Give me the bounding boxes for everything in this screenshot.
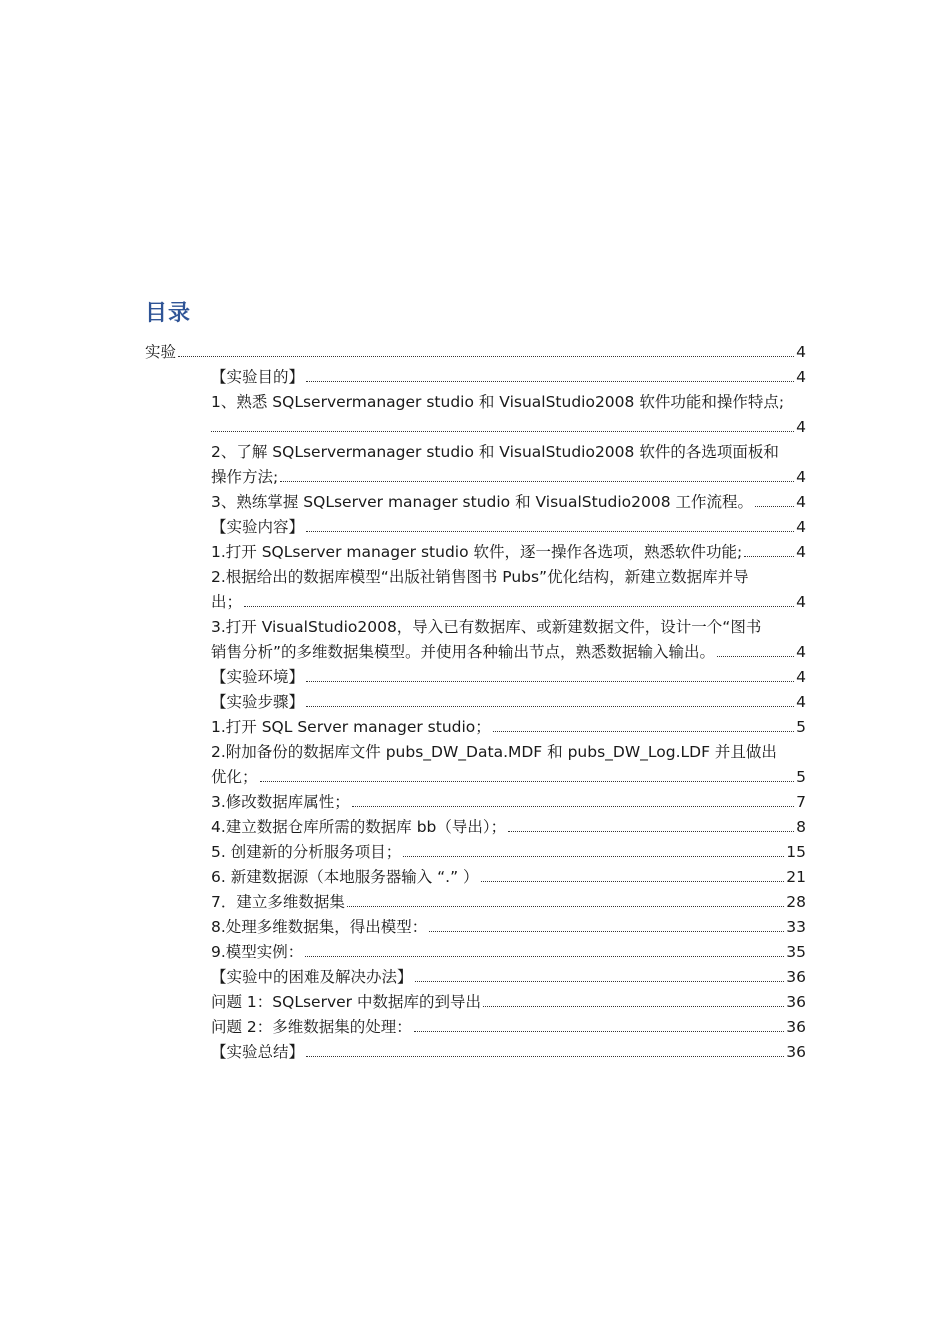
toc-entry-text: 【实验环境】 xyxy=(211,668,305,686)
toc-leader-dots xyxy=(306,531,794,532)
toc-entry-text: 1、熟悉 SQLservermanager studio 和 VisualStudio2008 软件功能和操作特点; xyxy=(211,393,785,411)
toc-page-number: 21 xyxy=(786,868,806,886)
toc-entry[interactable] xyxy=(211,965,806,990)
toc-entry-continuation: 优化； xyxy=(211,768,258,786)
toc-page-number: 35 xyxy=(786,943,806,961)
toc-entry-text: 7．建立多维数据集 xyxy=(211,893,345,911)
toc-entry-text: 2.根据给出的数据库模型“出版社销售图书 Pubs”优化结构，新建立数据库并导 xyxy=(211,568,749,586)
toc-entry-text: 【实验中的困难及解决办法】 xyxy=(211,968,413,986)
toc-entry[interactable] xyxy=(211,365,806,390)
toc-leader-dots xyxy=(306,1056,784,1057)
toc-entry[interactable] xyxy=(211,690,806,715)
toc-page-number: 33 xyxy=(786,918,806,936)
toc-leader-dots xyxy=(414,1031,784,1032)
toc-leader-dots xyxy=(415,981,785,982)
toc-entry-text: 3.修改数据库属性； xyxy=(211,793,350,811)
toc-entry[interactable] xyxy=(211,540,806,565)
toc-entry[interactable] xyxy=(211,1040,806,1065)
toc-page-number: 7 xyxy=(796,793,806,811)
toc-entry[interactable] xyxy=(211,815,806,840)
toc-leader-dots xyxy=(211,431,794,432)
toc-page-number: 4 xyxy=(796,643,806,661)
toc-entry-text: 实验 xyxy=(145,343,177,361)
toc-page-number: 4 xyxy=(796,668,806,686)
toc-entry-text: 【实验步骤】 xyxy=(211,693,305,711)
toc-leader-dots xyxy=(306,681,794,682)
toc-entry[interactable] xyxy=(211,565,806,615)
toc-page-number: 8 xyxy=(796,818,806,836)
toc-page-number: 4 xyxy=(796,593,806,611)
toc-leader-dots xyxy=(244,606,794,607)
toc-page-number: 4 xyxy=(796,693,806,711)
toc-entry[interactable] xyxy=(211,615,806,665)
toc-title: 目录 xyxy=(145,301,192,326)
toc-entry-text: 1.打开 SQLserver manager studio 软件，逐一操作各选项，熟悉软件功能; xyxy=(211,543,743,561)
toc-page-number: 15 xyxy=(786,843,806,861)
toc-leader-dots xyxy=(429,931,784,932)
toc-entry[interactable] xyxy=(211,790,806,815)
toc-page-number: 28 xyxy=(786,893,806,911)
toc-page-number: 36 xyxy=(786,1043,806,1061)
toc-entry[interactable] xyxy=(211,490,806,515)
toc-entry-text: 2.附加备份的数据库文件 pubs_DW_Data.MDF 和 pubs_DW_Log.LDF 并且做出 xyxy=(211,743,777,761)
toc-leader-dots xyxy=(260,781,795,782)
toc-page-number: 4 xyxy=(796,343,806,361)
toc-leader-dots xyxy=(306,706,794,707)
toc-page-number: 36 xyxy=(786,993,806,1011)
toc-entry[interactable] xyxy=(145,340,806,365)
toc-page-number: 5 xyxy=(796,718,806,736)
toc-entry[interactable] xyxy=(211,740,806,790)
toc-leader-dots xyxy=(403,856,784,857)
toc-page-number: 36 xyxy=(786,968,806,986)
toc-entry-text: 问题 1：SQLserver 中数据库的到导出 xyxy=(211,993,481,1011)
toc-page-number: 4 xyxy=(796,493,806,511)
toc-entry-text: 1.打开 SQL Server manager studio； xyxy=(211,718,491,736)
toc-page-number: 5 xyxy=(796,768,806,786)
toc-page-number: 4 xyxy=(796,418,806,436)
toc-entry-text: 3.打开 VisualStudio2008，导入已有数据库、或新建数据文件，设计一个“图书 xyxy=(211,618,762,636)
toc-entry-continuation: 销售分析”的多维数据集模型。并使用各种输出节点，熟悉数据输入输出。 xyxy=(211,643,716,661)
toc-leader-dots xyxy=(178,356,794,357)
toc-leader-dots xyxy=(493,731,794,732)
toc-entry[interactable] xyxy=(211,1015,806,1040)
toc-entry-text: 2、了解 SQLservermanager studio 和 VisualStudio2008 软件的各选项面板和 xyxy=(211,443,779,461)
toc-entry-text: 9.模型实例： xyxy=(211,943,304,961)
toc-leader-dots xyxy=(352,806,794,807)
toc-leader-dots xyxy=(508,831,794,832)
toc-leader-dots xyxy=(481,881,785,882)
toc-entry[interactable] xyxy=(211,840,806,865)
toc-page-number: 36 xyxy=(786,1018,806,1036)
toc-entry[interactable] xyxy=(211,715,806,740)
toc-entry-text: 【实验总结】 xyxy=(211,1043,305,1061)
toc-leader-dots xyxy=(755,506,794,507)
toc-entry-text: 4.建立数据仓库所需的数据库 bb（导出）； xyxy=(211,818,507,836)
toc-entry-text: 【实验内容】 xyxy=(211,518,305,536)
toc-leader-dots xyxy=(744,556,794,557)
toc-leader-dots xyxy=(280,481,794,482)
toc-entry[interactable] xyxy=(211,440,806,490)
toc-entry-text: 6. 新建数据源（本地服务器输入 “.” ） xyxy=(211,868,479,886)
toc-leader-dots xyxy=(347,906,784,907)
toc-entry[interactable] xyxy=(211,390,806,440)
toc-page-number: 4 xyxy=(796,543,806,561)
toc-page-number: 4 xyxy=(796,518,806,536)
toc-entry-text: 8.处理多维数据集，得出模型： xyxy=(211,918,428,936)
toc-leader-dots xyxy=(305,956,784,957)
toc-entry-continuation: 操作方法; xyxy=(211,468,279,486)
toc-entry[interactable] xyxy=(211,915,806,940)
toc-entry-text: 【实验目的】 xyxy=(211,368,305,386)
toc-entry[interactable] xyxy=(211,940,806,965)
toc-page-number: 4 xyxy=(796,468,806,486)
toc-entry[interactable] xyxy=(211,990,806,1015)
toc-entry-text: 问题 2：多维数据集的处理： xyxy=(211,1018,412,1036)
toc-leader-dots xyxy=(717,656,794,657)
toc-entry[interactable] xyxy=(211,515,806,540)
toc-page-number: 4 xyxy=(796,368,806,386)
toc-entry-text: 5. 创建新的分析服务项目； xyxy=(211,843,402,861)
toc-entry[interactable] xyxy=(211,665,806,690)
toc-entry[interactable] xyxy=(211,890,806,915)
toc-entry[interactable] xyxy=(211,865,806,890)
toc-entry-text: 3、熟练掌握 SQLserver manager studio 和 VisualStudio2008 工作流程。 xyxy=(211,493,754,511)
toc-leader-dots xyxy=(306,381,794,382)
toc-entry-continuation: 出； xyxy=(211,593,243,611)
toc-leader-dots xyxy=(483,1006,784,1007)
